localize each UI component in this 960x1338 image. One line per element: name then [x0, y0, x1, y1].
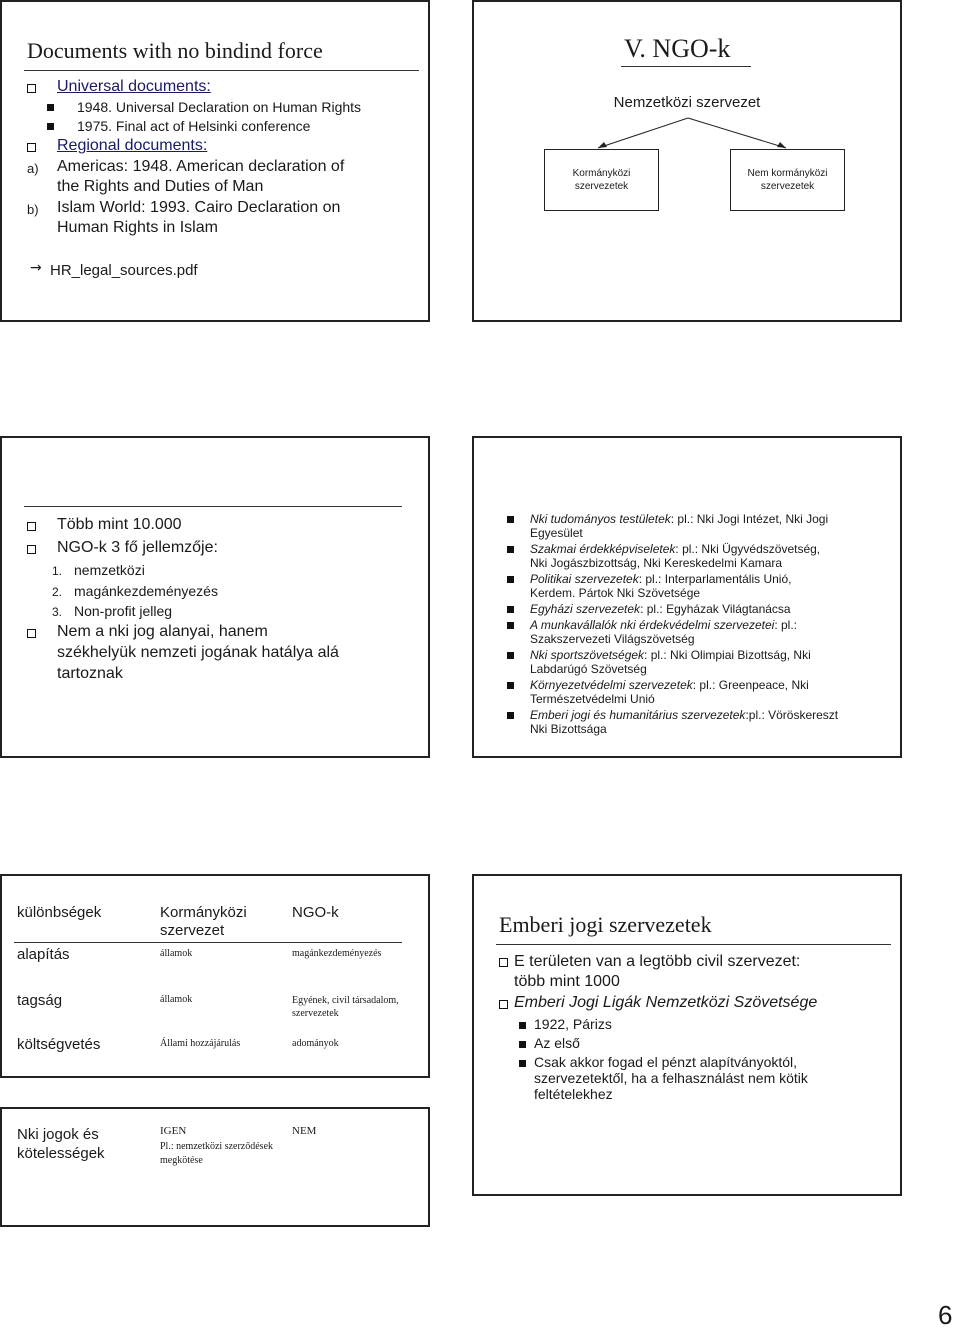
cell-membership-intergov: államok	[160, 994, 193, 1005]
list-item	[474, 678, 904, 708]
row-label-budget: költségvetés	[17, 1036, 101, 1053]
list-item	[2, 602, 432, 623]
arrowhead-right	[777, 142, 786, 148]
solid-square-icon	[507, 576, 514, 583]
list-item	[474, 618, 904, 648]
ngo-type-name: Szakmai érdekképviseletek	[530, 542, 676, 556]
list-item	[2, 623, 432, 644]
cell-founding-intergov: államok	[160, 948, 193, 959]
slide-title: Documents with no bindind force	[27, 38, 323, 63]
ngo-type-name: Környezetvédelmi szervezetek	[530, 678, 693, 692]
ngo-type-name: Nki tudományos testületek	[530, 512, 671, 526]
list-item	[2, 582, 432, 602]
node-nem-kormanykozi	[730, 149, 845, 211]
list-item-text: Islam World: 1993. Cairo Declaration on	[57, 199, 341, 216]
list-item	[2, 561, 432, 582]
ngo-type-example-cont: Szakszervezeti Világszövetség	[530, 632, 695, 646]
list-item-text: Universal documents:	[57, 78, 211, 95]
ngo-type-name: Nki sportszövetségek	[530, 648, 645, 662]
cell-founding-ngo: magánkezdeményezés	[292, 948, 382, 959]
solid-square-icon	[507, 516, 514, 523]
arrow-right-icon: →	[30, 260, 42, 276]
list-item-text: 1922, Párizs	[534, 1016, 612, 1032]
list-item	[474, 994, 904, 1016]
list-item	[474, 1035, 904, 1054]
list-item	[2, 137, 432, 158]
ngo-type-example-cont: Labdarúgó Szövetség	[530, 662, 647, 676]
list-item	[2, 219, 432, 239]
cell-budget-intergov: Állami hozzájárulás	[160, 1038, 241, 1049]
slide-title: V. NGO-k	[624, 34, 731, 63]
ngo-type-example-cont: Nki Jogászbizottság, Nki Kereskedelmi Kamara	[530, 556, 783, 570]
ngo-type-example: : pl.: Greenpeace, Nki	[692, 678, 809, 692]
solid-square-icon	[507, 546, 514, 553]
ngo-type-example: :pl.: Vöröskereszt	[745, 708, 839, 722]
list-item	[2, 158, 432, 178]
list-item-text: magánkezdeményezés	[74, 583, 218, 599]
list-item	[2, 117, 432, 137]
solid-square-icon	[47, 123, 54, 130]
row-label-rights: Nki jogok és kötelességek	[17, 1126, 105, 1162]
bullet-list	[2, 516, 432, 686]
list-item	[2, 98, 432, 117]
hollow-square-icon	[499, 1000, 508, 1009]
ngo-type-example-cont: Nki Bizottsága	[530, 722, 607, 736]
list-item-text: tartoznak	[57, 665, 123, 682]
solid-square-icon	[507, 712, 514, 719]
ngo-type-name: A munkavállalók nki érdekvédelmi szervezetei	[530, 618, 775, 632]
list-item	[2, 665, 432, 686]
title-rule	[24, 70, 419, 71]
list-item	[474, 572, 904, 602]
ngo-type-list	[474, 512, 904, 738]
list-marker: 2.	[52, 585, 63, 599]
list-marker: a)	[27, 161, 39, 176]
title-rule	[621, 66, 751, 67]
list-item-text: Regional documents:	[57, 137, 208, 154]
solid-square-icon	[519, 1022, 526, 1029]
bullet-list	[2, 78, 432, 239]
diagram-root-label: Nemzetközi szervezet	[613, 94, 761, 111]
list-item-text: NGO-k 3 fő jellemzője:	[57, 539, 218, 556]
list-marker: 1.	[52, 564, 63, 578]
ngo-type-example: : pl.: Nki Olimpiai Bizottság, Nki	[644, 648, 811, 662]
hollow-square-icon	[27, 629, 36, 638]
list-item-text: Non-profit jelleg	[74, 603, 173, 619]
list-item-text: Human Rights in Islam	[57, 219, 218, 236]
cell-rights-intergov-text: Pl.: nemzetközi szerződések megkötése	[160, 1141, 274, 1166]
ngo-type-example-cont: Kerdem. Pártok Nki Szövetsége	[530, 586, 701, 600]
bullet-list	[474, 952, 904, 1108]
cell-rights-intergov-title: IGEN	[160, 1125, 187, 1137]
slide-differences-table	[0, 874, 430, 1078]
list-item	[474, 1054, 904, 1108]
title-rule	[24, 506, 402, 507]
node-label-line: Nem kormányközi	[747, 168, 828, 179]
list-item	[2, 516, 432, 539]
list-item-text: nemzetközi	[74, 562, 145, 578]
ngo-type-example: : pl.: Egyházak Világtanácsa	[640, 602, 791, 616]
ngo-type-example-cont: Egyesület	[530, 526, 583, 540]
slide-ngo-types	[472, 436, 902, 758]
list-item	[474, 1016, 904, 1035]
slide-tobb-mint	[0, 436, 430, 758]
list-marker: b)	[27, 202, 39, 217]
list-item-text: 1975. Final act of Helsinki conference	[77, 118, 311, 134]
list-item-text: the Rights and Duties of Man	[57, 178, 264, 195]
pdf-link[interactable]: HR_legal_sources.pdf	[50, 262, 198, 279]
solid-square-icon	[519, 1060, 526, 1067]
solid-square-icon	[507, 682, 514, 689]
list-item	[474, 512, 904, 542]
solid-square-icon	[507, 606, 514, 613]
list-item	[474, 708, 904, 738]
slide-rights-obligations	[0, 1107, 430, 1227]
ngo-type-example: : pl.: Nki Jogi Intézet, Nki Jogi	[670, 512, 829, 526]
ngo-type-name: Emberi jogi és humanitárius szervezetek	[530, 708, 746, 722]
solid-square-icon	[519, 1041, 526, 1048]
list-item-text-cont: feltételekhez	[534, 1086, 613, 1102]
node-kormanykozi	[544, 149, 659, 211]
table-header-ngo: NGO-k	[292, 904, 339, 921]
list-item-text: Americas: 1948. American declaration of	[57, 158, 345, 175]
connector-left	[598, 118, 688, 148]
list-marker: 3.	[52, 605, 63, 619]
hollow-square-icon	[499, 958, 508, 967]
ngo-type-example-cont: Természetvédelmi Unió	[530, 692, 655, 706]
hollow-square-icon	[27, 84, 36, 93]
list-item-text: 1948. Universal Declaration on Human Rights	[77, 99, 362, 115]
list-item-text: székhelyük nemzeti jogának hatálya alá	[57, 644, 339, 661]
list-item	[2, 644, 432, 665]
connector-right	[688, 118, 786, 148]
arrowhead-left	[598, 142, 607, 148]
solid-square-icon	[47, 104, 54, 111]
title-rule	[496, 944, 891, 945]
ngo-type-example: : pl.:	[774, 618, 798, 632]
list-item-text: Nem a nki jog alanyai, hanem	[57, 623, 268, 640]
list-item-text: Több mint 10.000	[57, 516, 182, 533]
slide-title: Emberi jogi szervezetek	[499, 912, 712, 937]
list-item	[474, 542, 904, 572]
list-item	[474, 952, 904, 994]
hollow-square-icon	[27, 522, 36, 531]
list-item-text: Emberi Jogi Ligák Nemzetközi Szövetsége	[514, 994, 818, 1011]
list-item-text: Az első	[534, 1035, 580, 1051]
list-item	[2, 539, 432, 561]
ngo-type-name: Egyházi szervezetek	[530, 602, 641, 616]
table-header-differences: különbségek	[17, 904, 102, 921]
cell-budget-ngo: adományok	[292, 1038, 339, 1049]
list-item-text: E területen van a legtöbb civil szervezet:	[514, 953, 801, 970]
hollow-square-icon	[27, 143, 36, 152]
list-item	[474, 602, 904, 618]
table-header-intergov: Kormányközi szervezet	[160, 904, 247, 939]
ngo-type-example: : pl.: Interparlamentális Unió,	[638, 572, 792, 586]
header-rule	[14, 942, 402, 943]
list-item	[2, 78, 432, 98]
node-label-line: Kormányközi	[572, 168, 631, 179]
solid-square-icon	[507, 622, 514, 629]
ngo-type-name: Politikai szervezetek	[530, 572, 639, 586]
row-label-founding: alapítás	[17, 946, 70, 963]
slide-human-rights-orgs	[472, 874, 902, 1196]
solid-square-icon	[507, 652, 514, 659]
row-label-membership: tagság	[17, 992, 63, 1009]
ngo-type-example: : pl.: Nki Ügyvédszövetség,	[675, 542, 821, 556]
page-number: 6	[938, 1300, 953, 1330]
list-item	[2, 178, 432, 199]
list-item-text: Csak akkor fogad el pénzt alapítványoktól,	[534, 1054, 798, 1070]
cell-membership-ngo: Egyének, civil társadalom, szervezetek	[292, 995, 399, 1019]
slide-documents-no-binding-force	[0, 0, 430, 322]
list-item	[474, 648, 904, 678]
cell-rights-ngo: NEM	[292, 1125, 317, 1137]
node-label-line: szervezetek	[574, 181, 629, 192]
hollow-square-icon	[27, 545, 36, 554]
list-item-text-cont: szervezetektől, ha a felhasználást nem kötik	[534, 1070, 808, 1086]
node-label-line: szervezetek	[760, 181, 815, 192]
list-item	[2, 199, 432, 219]
slide-ngo-k	[472, 0, 902, 322]
list-item-text-cont: több mint 1000	[514, 973, 620, 990]
